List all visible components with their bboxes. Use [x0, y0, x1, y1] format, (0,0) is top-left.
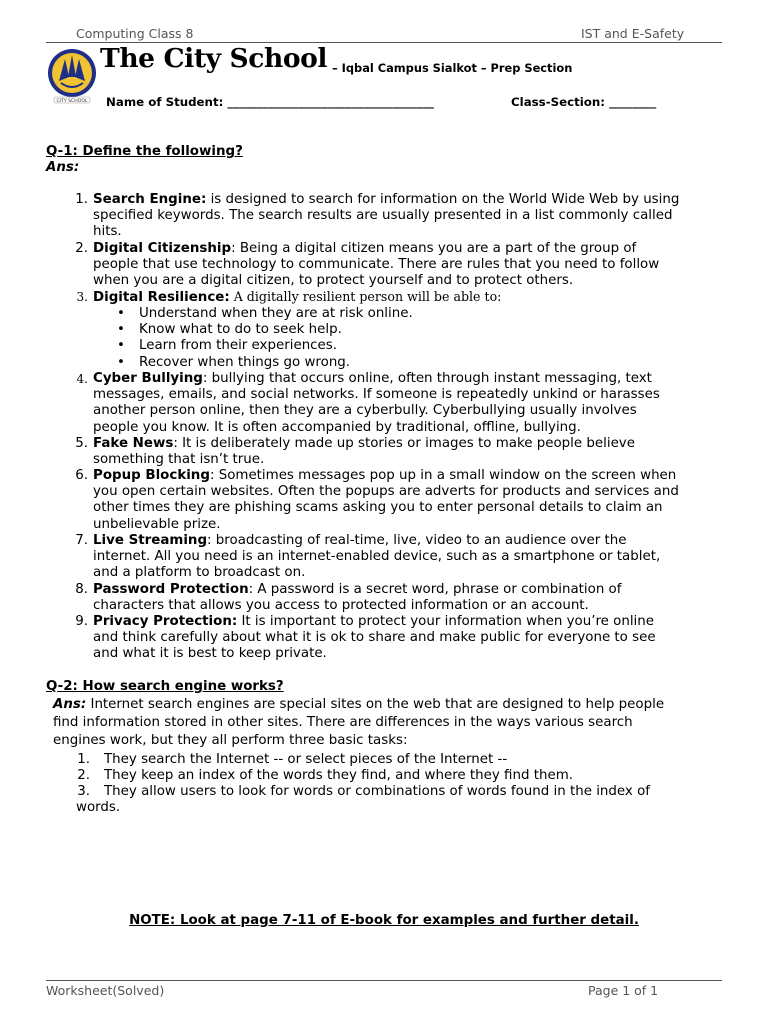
- definition-line: [93, 273, 725, 289]
- definition-term: Password Protection: [93, 582, 249, 597]
- definition-text: and think carefully about what it is ok to share and make public for everyone to see: [93, 630, 656, 646]
- definition-term: Privacy Protection:: [93, 614, 238, 629]
- definition-line: [93, 192, 725, 208]
- task-number: 1.: [77, 752, 90, 767]
- resilience-bullet-text: Learn from their experiences.: [139, 338, 338, 353]
- note-text: NOTE: Look at page 7-11 of E-book for examples and further detail.: [129, 913, 639, 928]
- definition-number: 5.: [75, 436, 88, 451]
- definition-text: A digitally resilient person will be able to:: [229, 289, 502, 304]
- definition-line: [93, 582, 725, 598]
- definition-text: unbelievable prize.: [93, 516, 221, 532]
- task-text: They search the Internet -- or select pieces of the Internet --: [104, 752, 508, 767]
- definition-term: Search Engine:: [93, 192, 207, 207]
- footer-worksheet-label: Worksheet(Solved): [46, 983, 165, 998]
- definition-text: : A password is a secret word, phrase or combination of: [248, 582, 622, 597]
- definition-line: [93, 224, 725, 240]
- definition-line: [93, 289, 725, 306]
- campus-name: – Iqbal Campus Sialkot – Prep Section: [332, 61, 573, 75]
- definition-text: characters that allows you access to protected information or an account.: [93, 598, 589, 614]
- definition-line: [93, 549, 725, 565]
- definition-line: [93, 420, 725, 436]
- definition-text: is designed to search for information on the World Wide Web by using: [206, 192, 680, 207]
- definition-line: [93, 614, 725, 630]
- class-section-label: Class-Section: ________: [511, 95, 657, 109]
- definition-number: 4.: [76, 372, 88, 386]
- logo-text: CITY SCHOOL: [56, 99, 88, 104]
- definition-number: 6.: [75, 468, 88, 483]
- definition-text: and a platform to broadcast on.: [93, 565, 306, 581]
- definition-number: 7.: [75, 533, 88, 548]
- q1-title: Q-1: Define the following?: [46, 144, 243, 159]
- q2-para-line-2: find information stored in other sites. There are differences in the ways various search: [53, 715, 633, 730]
- task-text: They allow users to look for words or combinations of words found in the index of: [104, 784, 650, 799]
- definition-line: [93, 371, 725, 387]
- footer-rule: [46, 980, 722, 981]
- definition-number: 8.: [75, 582, 88, 597]
- task-number: 3.: [77, 784, 90, 799]
- definition-text: It is important to protect your information when you’re online: [237, 614, 654, 629]
- definition-text: you open certain websites. Often the popups are adverts for products and services and: [93, 484, 679, 500]
- definition-term: Fake News: [93, 436, 174, 451]
- bullet-icon: •: [117, 338, 125, 353]
- q2-para-line-1: Internet search engines are special sites on the web that are designed to help people: [86, 697, 665, 712]
- definition-term: Digital Resilience:: [93, 290, 230, 305]
- definition-text: and what it is best to keep private.: [93, 646, 327, 662]
- task-text: They keep an index of the words they find, and where they find them.: [104, 768, 574, 783]
- definition-line: [93, 436, 725, 452]
- definition-line: [93, 630, 725, 646]
- definition-line: [93, 468, 725, 484]
- footer-page-number: Page 1 of 1: [588, 983, 659, 998]
- definition-line: [93, 241, 725, 257]
- definition-text: specified keywords. The search results are usually presented in a list commonly called: [93, 208, 673, 224]
- definition-text: hits.: [93, 224, 122, 240]
- definition-text: something that isn’t true.: [93, 452, 265, 468]
- definition-line: [93, 646, 725, 662]
- resilience-bullet-text: Know what to do to seek help.: [139, 322, 342, 337]
- definition-line: [93, 452, 725, 468]
- definition-line: [93, 517, 725, 533]
- resilience-bullet-text: Recover when things go wrong.: [139, 355, 351, 370]
- bullet-icon: •: [117, 306, 125, 321]
- definition-term: Cyber Bullying: [93, 371, 203, 386]
- task-text-continued: words.: [76, 800, 121, 815]
- q2-para-line-3: engines work, but they all perform three basic tasks:: [53, 733, 408, 748]
- q2-paragraph: [53, 696, 713, 750]
- definition-text: : It is deliberately made up stories or images to make people believe: [173, 436, 635, 451]
- definition-text: internet. All you need is an internet-enabled device, such as a smartphone or tablet,: [93, 549, 661, 565]
- definition-line: [93, 533, 725, 549]
- definition-term: Popup Blocking: [93, 468, 210, 483]
- definition-text: when you are a digital citizen, to protect yourself and to protect others.: [93, 273, 574, 289]
- definition-text: : bullying that occurs online, often through instant messaging, text: [202, 371, 652, 386]
- header-course: Computing Class 8: [76, 26, 194, 41]
- definition-line: [93, 257, 725, 273]
- header-topic: IST and E-Safety: [581, 26, 685, 41]
- definition-term: Live Streaming: [93, 533, 208, 548]
- definition-number: 3.: [76, 290, 88, 304]
- definition-text: people you know. It is often accompanied by traditional, offline, bullying.: [93, 419, 581, 435]
- definition-text: people that use technology to communicate. There are rules that you need to follow: [93, 257, 660, 273]
- definition-line: [93, 208, 725, 224]
- q2-ans-label: Ans:: [53, 697, 87, 712]
- definition-line: [93, 403, 725, 419]
- city-school-crest-icon: [45, 47, 99, 107]
- definition-number: 9.: [75, 614, 88, 629]
- resilience-bullet-text: Understand when they are at risk online.: [139, 306, 413, 321]
- q2-title: Q-2: How search engine works?: [46, 679, 284, 694]
- bullet-icon: •: [117, 322, 125, 337]
- definition-line: [93, 565, 725, 581]
- definition-text: other times they are phishing scams asking you to enter personal details to claim an: [93, 500, 663, 516]
- bullet-icon: •: [117, 355, 125, 370]
- definition-text: : Sometimes messages pop up in a small window on the screen when: [209, 468, 677, 483]
- definition-line: [93, 387, 725, 403]
- q1-ans-label: Ans:: [46, 160, 80, 175]
- definition-line: [93, 484, 725, 500]
- task-number: 2.: [77, 768, 90, 783]
- definition-line: [93, 500, 725, 516]
- school-name: The City School: [100, 43, 328, 74]
- definition-text: : Being a digital citizen means you are a part of the group of: [231, 241, 637, 256]
- definition-line: [93, 598, 725, 614]
- definition-number: 1.: [75, 192, 88, 207]
- student-name-label: Name of Student: ___________________________________: [106, 95, 434, 109]
- definition-text: : broadcasting of real-time, live, video to an audience over the: [207, 533, 627, 548]
- definition-text: messages, emails, and social networks. If someone is repeatedly unkind or harasses: [93, 387, 660, 403]
- definition-term: Digital Citizenship: [93, 241, 232, 256]
- definition-text: another person online, then they are a cyberbully. Cyberbullying usually involves: [93, 403, 637, 419]
- definition-number: 2.: [75, 241, 88, 256]
